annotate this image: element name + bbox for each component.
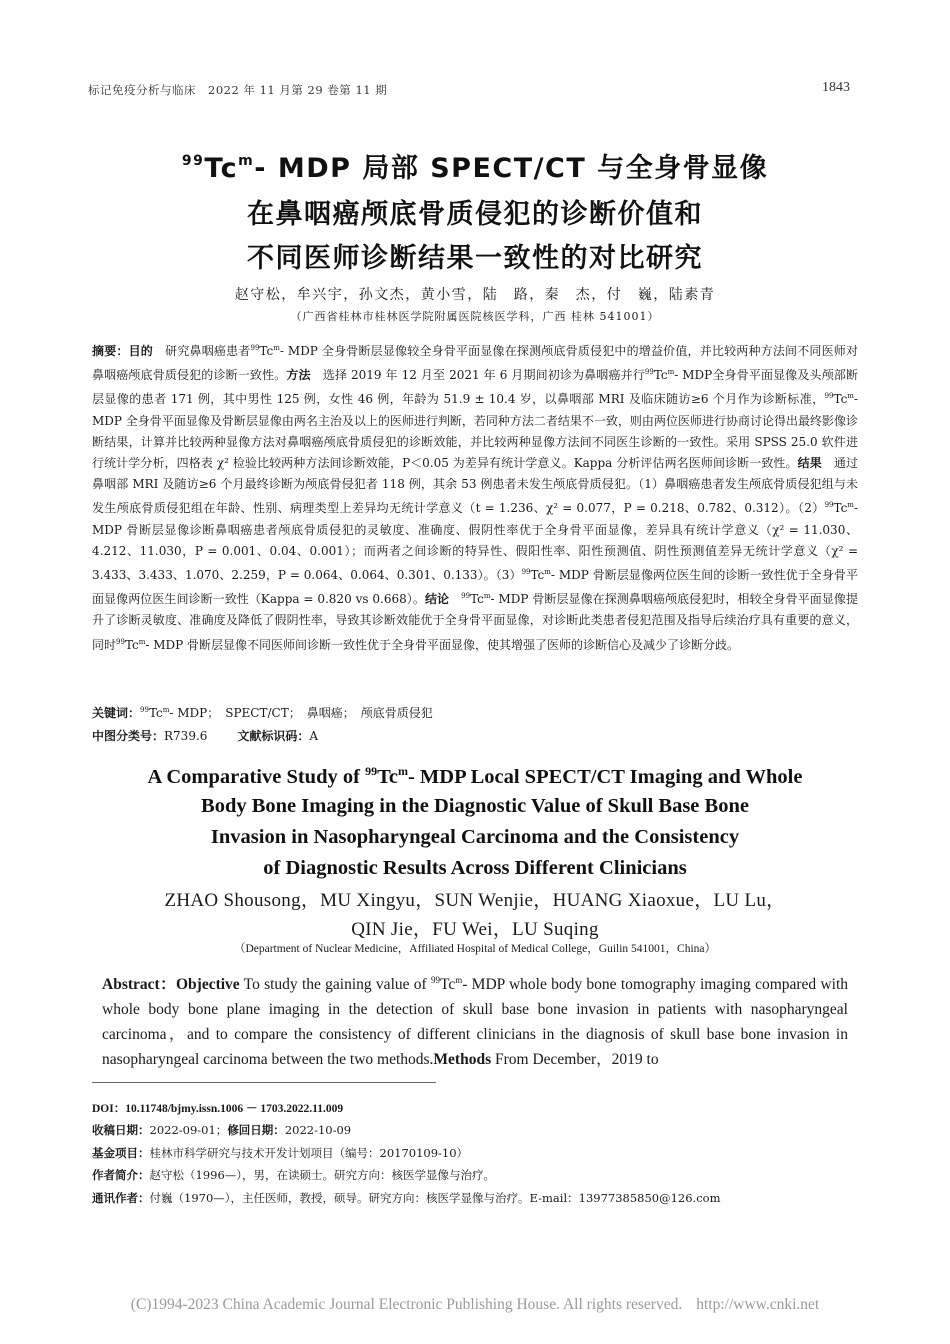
title-cn-line-1-rest: - MDP 局部 SPECT/CT 与全身骨显像 <box>254 153 769 184</box>
received-date: 收稿日期：2022-09-01；修回日期：2022-10-09 <box>92 1123 352 1137</box>
tc-symbol: $^{99}$Tc$^m$ <box>824 501 854 516</box>
results-text-c: - MDP 骨断层显像两位医生间的诊断一致性优于全身骨平面显像两位医生间诊断一致性（Kappa = 0.820 vs 0.668）。 <box>92 568 858 607</box>
abstract-cn <box>92 338 858 656</box>
title-en-isotope: 99 <box>365 764 378 778</box>
tc-symbol: $^{99}$Tc$^m$ <box>824 392 854 407</box>
objective-text: 研究鼻咽癌患者 <box>152 344 251 358</box>
conclusion-text-a <box>449 592 461 606</box>
results-text-a: 通过鼻咽部 MRI 及随访≥6 个月最终诊断为颅底骨侵犯者 118 例，其余 53 例患者未发生颅底骨质侵犯。（1）鼻咽癌患者发生颅底骨质侵犯组与未发生颅底骨质侵犯组在年龄、性别、病理类型上差异均无统计学意义（t = 1.236、χ² = 0.077，P = 0.218、0.782、0.312）。（2） <box>92 456 858 516</box>
copyright-bar <box>0 1296 950 1314</box>
tc-symbol: $^{99}$Tc$^m$ <box>116 637 146 652</box>
doc-code-label: 文献标识码： <box>237 729 310 743</box>
tc-symbol: $^{99}$Tc$^m$ <box>140 706 170 720</box>
affiliation-en: （Department of Nuclear Medicine，Affiliated Hospital of Medical College，Guilin 541001，China） <box>233 943 717 955</box>
running-header: 标记免疫分析与临床 2022 年 11 月第 29 卷第 11 期 <box>88 83 388 97</box>
keywords-items: - MDP； SPECT/CT； 鼻咽癌； 颅底骨质侵犯 <box>169 706 433 720</box>
clc-label: 中图分类号： <box>92 729 165 743</box>
author-bio: 作者简介：赵守松（1996—），男，在读硕士。研究方向：核医学显像与治疗。 <box>92 1168 496 1182</box>
doi-link[interactable]: DOI：10.11748/bjmy.issn.1006 － 1703.2022.11.009 <box>92 1103 344 1115</box>
title-cn-line-1 <box>0 146 950 185</box>
keywords-cn <box>92 704 433 721</box>
corresponding-author: 通讯作者：付巍（1970—），主任医师，教授，硕导。研究方向：核医学显像与治疗。E-mail：13977385850@126.com <box>92 1191 721 1205</box>
conclusion-text-b: - MDP 骨断层显像在探测鼻咽癌颅底侵犯时，相较全身骨平面显像提升了诊断灵敏度、准确度及降低了假阴性率，导致其诊断效能优于全身骨平面显像，对诊断此类患者侵犯范围及指导后续治疗具有重要的意义，同时 <box>92 592 858 652</box>
conclusion-text-c: - MDP 骨断层显像不同医师间诊断一致性优于全身骨平面显像，使其增强了医师的诊断信心及减少了诊断分歧。 <box>145 637 740 652</box>
title-cn-tc: Tc <box>204 153 239 184</box>
title-en-line-2: Body Bone Imaging in the Diagnostic Value of Skull Base Bone <box>201 795 749 817</box>
results-label: 结果 <box>797 456 822 471</box>
title-cn-isotope: 99 <box>181 153 205 169</box>
title-en-line-4: of Diagnostic Results Across Different Clinicians <box>263 857 687 879</box>
doc-code-value: A <box>309 729 319 743</box>
footnote-divider <box>92 1082 436 1083</box>
methods-text-a: 选择 2019 年 12 月至 2021 年 6 月期间初诊为鼻咽癌并行 <box>310 368 645 383</box>
tc-symbol: $^{99}$Tc$^m$ <box>250 344 280 358</box>
title-en-line-3: Invasion in Nasopharyngeal Carcinoma and the Consistency <box>210 826 740 848</box>
title-cn-line-2: 在鼻咽癌颅底骨质侵犯的诊断价值和 <box>247 199 703 230</box>
conclusion-label: 结论 <box>424 592 450 607</box>
tc-symbol: $^{99}$Tc$^m$ <box>461 592 491 607</box>
title-cn-line-3: 不同医师诊断结果一致性的对比研究 <box>247 243 703 274</box>
methods-text-b: - MDP全身骨平面显像及头颅部断层显像的患者 171 例，其中男性 125 例，女性 46 例，年龄为 51.9 ± 10.4 岁，以鼻咽部 MRI 及临床随访≥6 个月作为诊断标准， <box>92 368 858 407</box>
tc-symbol: $^{99}$Tc$^m$ <box>644 368 675 383</box>
title-en-line-1: A Comparative Study of $^{99}$Tc$^m$- MDP Local SPECT/CT Imaging and Whole <box>147 764 803 788</box>
cnki-link[interactable]: http://www.cnki.net <box>696 1296 820 1313</box>
classification-cn <box>92 727 318 744</box>
keywords-label: 关键词： <box>92 706 141 720</box>
copyright-text: (C)1994-2023 China Academic Journal Electronic Publishing House. All rights reserved. <box>130 1296 683 1313</box>
authors-en-line-2: QIN Jie，FU Wei，LU Suqing <box>351 919 599 940</box>
funding: 基金项目：桂林市科学研究与技术开发计划项目（编号：20170109-10） <box>92 1146 469 1160</box>
authors-en-line-1: ZHAO Shousong，MU Xingyu，SUN Wenjie，HUANG Xiaoxue，LU Lu， <box>164 890 786 911</box>
methods-label: 方法 <box>286 368 311 383</box>
page-number: 1843 <box>822 80 850 95</box>
tc-symbol: $^{99}$Tc$^m$ <box>521 568 551 583</box>
abstract-cn-label: 摘要： <box>92 344 129 358</box>
affiliation-cn: （广西省桂林市桂林医学院附属医院核医学科，广西 桂林 541001） <box>290 310 660 323</box>
results-text-b: - MDP 骨断层显像诊断鼻咽癌患者颅底骨质侵犯的灵敏度、准确度、假阴性率优于全身骨平面显像，差异具有统计学意义（χ² = 11.030、4.212、11.030，P = 0.001、0.04、0.001）；而两者之间诊断的特异性、假阳性率、阳性预测值、阴性预测值差异无统计学意义（χ² = 3.433、3.433、1.070、2.259，P = 0.064、0.064、0.301、0.133）。（3） <box>92 501 858 583</box>
abstract-en-label: Abstract：Objective <box>102 976 240 994</box>
clc-value: R739.6 <box>164 729 208 743</box>
objective-label: 目的 <box>128 344 153 358</box>
authors-cn: 赵守松，牟兴宇，孙文杰，黄小雪，陆 路，秦 杰，付 巍，陆素青 <box>234 287 716 303</box>
methods-text-c: - MDP 全身骨平面显像及骨断层显像由两名主治及以上的医师进行判断，若同种方法二者结果不一致，则由两位医师进行协商讨论得出最终影像诊断结果，计算并比较两种显像方法对鼻咽癌颅底骨质侵犯的诊断效能，并比较两种显像方法间不同医生诊断的一致性。采用 SPSS 25.0 软件进行统计学分析，四格表 χ² 检验比较两种方法间诊断效能，P＜0.05 为差异有统计学意义。Kappa 分析评估两名医师间诊断一致性。 <box>92 392 858 471</box>
title-cn-m: m <box>238 153 255 169</box>
methods-en-label: Methods <box>433 1051 492 1069</box>
abstract-en: Abstract：Objective To study the gaining value of $^{99}$Tc$^m$- MDP whole body bone tomography imaging compared with whole body bone plane imaging in the detection of skull base bone invasion in patients with nasopharyngeal carcinoma，and to compare the consistency of different clinicians in the diagnosis of skull base bone invasion in nasopharyngeal carcinoma between the two methods.Methods From December，2019 to <box>102 975 849 1069</box>
objective-rest: - MDP 全身骨断层显像较全身骨平面显像在探测颅底骨质侵犯中的增益价值，并比较两种方法间不同医师对鼻咽癌颅底骨质侵犯的诊断一致性。 <box>92 344 858 383</box>
